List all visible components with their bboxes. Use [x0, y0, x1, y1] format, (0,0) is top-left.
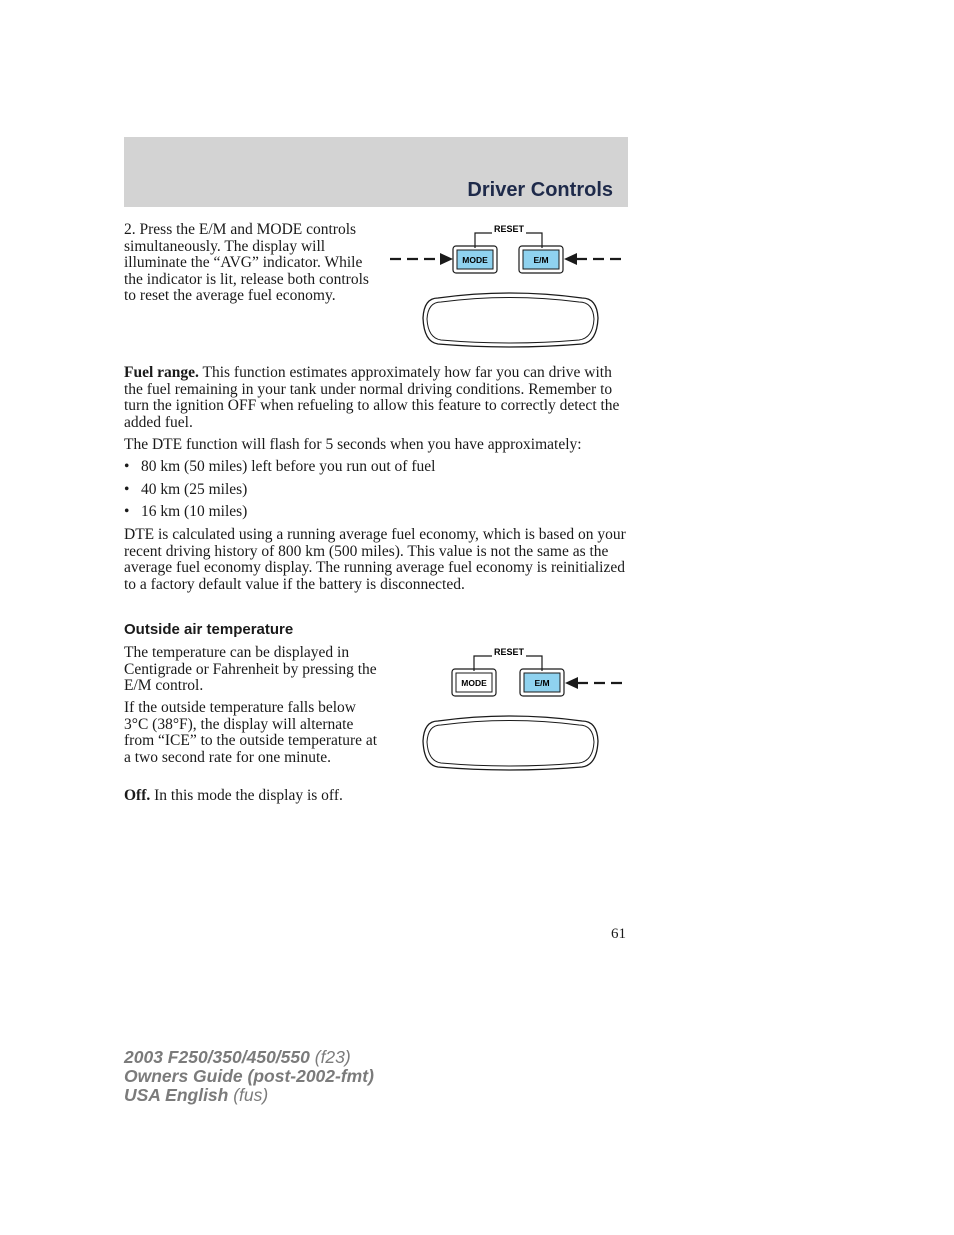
bullet-text: 40 km (25 miles) — [141, 481, 248, 498]
footer-model: 2003 F250/350/450/550 — [124, 1047, 310, 1067]
bullet-text: 16 km (10 miles) — [141, 503, 248, 520]
list-item — [124, 482, 247, 499]
footer-line-1 — [124, 1048, 374, 1067]
off-lead: Off. — [124, 787, 151, 804]
list-item — [124, 504, 247, 521]
off-paragraph — [124, 788, 424, 805]
em-button-label: E/M — [533, 255, 549, 265]
dte-flash-paragraph: The DTE function will flash for 5 seconds when you have approximately: — [124, 436, 582, 453]
page-title: Driver Controls — [467, 179, 613, 201]
footer-model-code: (f23) — [309, 1047, 351, 1067]
footer-line-3 — [124, 1086, 374, 1105]
header-band — [124, 137, 628, 207]
step-2-paragraph: 2. Press the E/M and MODE controls simultaneously. The display will illuminate the “AVG” indicator. While the indicator is lit, release both controls to reset the average fuel economy. — [124, 221, 369, 304]
bullet-dot: • — [124, 481, 130, 498]
bullet-text: 80 km (50 miles) left before you run out of fuel — [141, 458, 436, 475]
reset-label: RESET — [493, 224, 525, 234]
fuel-range-lead: Fuel range. — [124, 364, 199, 381]
footer-language-code: (fus) — [228, 1085, 269, 1105]
list-item — [124, 459, 435, 476]
page-number: 61 — [611, 926, 626, 942]
ice-paragraph: If the outside temperature falls below 3°C (38°F), the display will alternate from “ICE” to the outside temperature at a two second rate for one minute. — [124, 699, 378, 766]
dte-calc-paragraph: DTE is calculated using a running average fuel economy, which is based on your recent driving history of 800 km (500 miles). This value is not the same as the average fuel economy display. The running average fuel economy is reinitialized to a factory default value if the battery is disconnected. — [124, 526, 626, 593]
em-button-label: E/M — [534, 678, 550, 688]
footer-line-2: Owners Guide (post-2002-fmt) — [124, 1066, 374, 1086]
mode-button-label: MODE — [462, 255, 488, 265]
reset-label: RESET — [493, 647, 525, 657]
fuel-range-paragraph — [124, 365, 628, 431]
outside-air-temp-heading: Outside air temperature — [124, 621, 294, 638]
temp-units-paragraph: The temperature can be displayed in Centigrade or Fahrenheit by pressing the E/M control. — [124, 644, 377, 694]
footer-document-info — [124, 1048, 374, 1105]
bullet-dot: • — [124, 458, 130, 475]
footer-language: USA English — [124, 1085, 229, 1105]
reset-diagram-both — [386, 220, 630, 350]
mode-button-label: MODE — [461, 678, 487, 688]
off-text: In this mode the display is off. — [150, 787, 343, 804]
reset-diagram-em — [386, 643, 630, 773]
bullet-dot: • — [124, 503, 130, 520]
fuel-range-text: This function estimates approximately how far you can drive with the fuel remaining in your tank under normal driving conditions. Remember to turn the ignition OFF when refueling to allow this feature to correctly detect the added fuel. — [124, 364, 620, 431]
